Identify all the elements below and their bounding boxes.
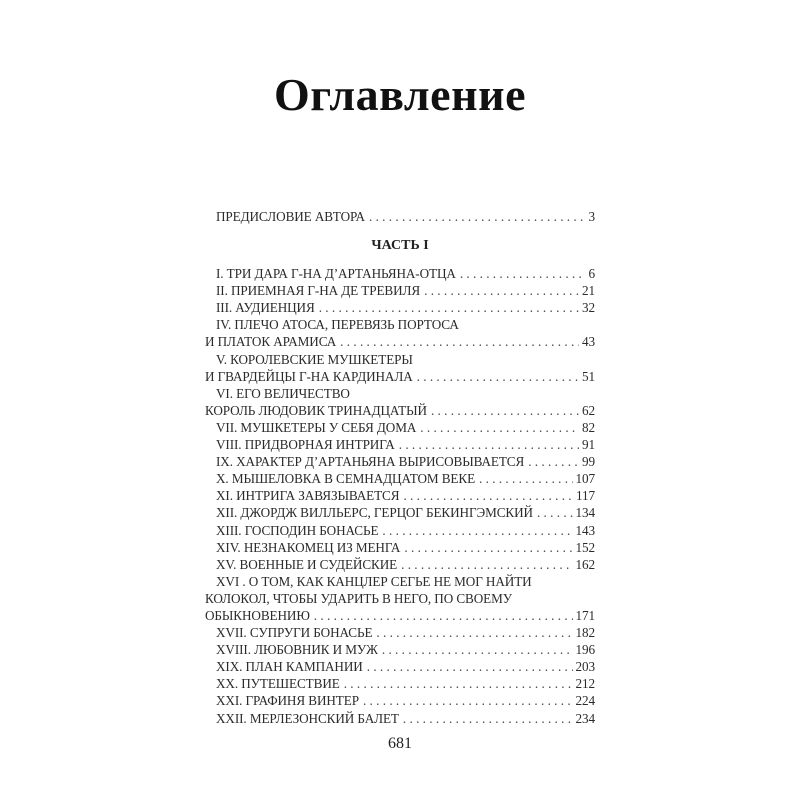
toc-entry-label: ОБЫКНОВЕНИЮ [205,607,310,623]
toc-entry[interactable] [205,402,595,419]
toc-entry-page: 107 [575,471,595,487]
dot-leader [319,299,579,316]
toc-entry-label: XXI. ГРАФИНЯ ВИНТЕР [216,693,359,709]
toc-entry-line[interactable] [205,573,595,590]
dot-leader [479,470,572,487]
toc-entry-label: VI. ЕГО ВЕЛИЧЕСТВО [216,385,350,401]
toc-entry-label: I. ТРИ ДАРА Г-НА Д’АРТАНЬЯНА-ОТЦА [216,266,456,282]
toc-entry-label: КОРОЛЬ ЛЮДОВИК ТРИНАДЦАТЫЙ [205,402,427,418]
part-heading: ЧАСТЬ I [371,238,429,254]
dot-leader [528,453,579,470]
toc-entry-label: XI. ИНТРИГА ЗАВЯЗЫВАЕТСЯ [216,488,400,504]
toc-entry[interactable] [205,504,595,521]
toc-entry-label: XIV. НЕЗНАКОМЕЦ ИЗ МЕНГА [216,539,401,555]
toc-entry-label: X. МЫШЕЛОВКА В СЕМНАДЦАТОМ ВЕКЕ [216,471,476,487]
toc-entry-label: VII. МУШКЕТЕРЫ У СЕБЯ ДОМА [216,419,417,435]
dot-leader [344,675,573,692]
toc-entry[interactable] [205,539,595,556]
dot-leader [417,368,579,385]
toc-entry-page: 62 [582,402,595,418]
toc-entry[interactable] [205,470,595,487]
toc-entry-page: 152 [575,539,595,555]
toc-entry[interactable] [205,624,595,641]
dot-leader [363,692,573,709]
toc-entry-line[interactable] [205,590,595,607]
toc-entry-page: 91 [582,437,595,453]
dot-leader [376,624,572,641]
toc-entry-page: 196 [575,642,595,658]
toc-entry[interactable] [205,675,595,692]
toc-entry-page: 182 [575,625,595,641]
toc-entry-page: 21 [582,283,595,299]
toc-entry[interactable] [205,692,595,709]
toc-entry-page: 32 [582,300,595,316]
table-of-contents [205,208,595,727]
toc-entry-page: 51 [582,368,595,384]
toc-entry-label: XXII. МЕРЛЕЗОНСКИЙ БАЛЕТ [216,710,399,726]
toc-entry-line[interactable] [205,385,595,402]
toc-entry[interactable] [205,299,595,316]
toc-entry[interactable] [205,282,595,299]
toc-entry-line[interactable] [205,316,595,333]
toc-entry[interactable] [205,487,595,504]
dot-leader [403,487,573,504]
dot-leader [382,522,572,539]
toc-entry[interactable] [205,641,595,658]
toc-entry-label: И ПЛАТОК АРАМИСА [205,334,337,350]
toc-entry-label: II. ПРИЕМНАЯ Г-НА ДЕ ТРЕВИЛЯ [216,283,421,299]
dot-leader [537,504,573,521]
toc-entry-label: XII. ДЖОРДЖ ВИЛЛЬЕРС, ГЕРЦОГ БЕКИНГЭМСКИЙ [216,505,533,521]
dot-leader [369,208,586,225]
dot-leader [401,556,572,573]
dot-leader [420,419,579,436]
toc-entry-page: 203 [575,659,595,675]
dot-leader [367,658,573,675]
toc-entry[interactable] [205,453,595,470]
toc-entries [205,265,595,727]
toc-entry[interactable] [205,522,595,539]
page-number: 681 [388,735,412,752]
toc-entry-label: ПРЕДИСЛОВИЕ АВТОРА [216,209,365,224]
toc-entry-label: КОЛОКОЛ, ЧТОБЫ УДАРИТЬ В НЕГО, ПО СВОЕМУ [205,590,512,606]
toc-entry-label: III. АУДИЕНЦИЯ [216,300,315,316]
dot-leader [404,539,572,556]
dot-leader [340,333,579,350]
toc-entry-page: 3 [588,209,595,224]
page-title: Оглавление [273,69,527,120]
toc-entry-page: 134 [575,505,595,521]
toc-entry-page: 224 [575,693,595,709]
toc-entry[interactable] [205,556,595,573]
toc-entry-label: V. КОРОЛЕВСКИЕ МУШКЕТЕРЫ [216,351,413,367]
toc-entry[interactable] [205,607,595,624]
toc-entry-page: 43 [582,334,595,350]
dot-leader [314,607,573,624]
toc-entry-page: 212 [575,676,595,692]
toc-entry-line[interactable] [205,351,595,368]
dot-leader [382,641,573,658]
toc-entry[interactable] [205,710,595,727]
dot-leader [399,436,579,453]
toc-entry-label: XIII. ГОСПОДИН БОНАСЬЕ [216,522,379,538]
toc-entry-page: 99 [582,454,595,470]
toc-entry-label: И ГВАРДЕЙЦЫ Г-НА КАРДИНАЛА [205,368,413,384]
toc-entry-label: IV. ПЛЕЧО АТОСА, ПЕРЕВЯЗЬ ПОРТОСА [216,317,459,333]
toc-entry-label: XVII. СУПРУГИ БОНАСЬЕ [216,625,373,641]
dot-leader [403,710,573,727]
toc-entry-label: XX. ПУТЕШЕСТВИЕ [216,676,340,692]
toc-entry-page: 143 [575,522,595,538]
toc-entry-label: VIII. ПРИДВОРНАЯ ИНТРИГА [216,437,395,453]
toc-entry-page: 162 [575,556,595,572]
dot-leader [460,265,586,282]
toc-entry[interactable] [205,436,595,453]
toc-entry-label: IX. ХАРАКТЕР Д’АРТАНЬЯНА ВЫРИСОВЫВАЕТСЯ [216,454,525,470]
toc-entry-page: 234 [575,710,595,726]
toc-entry[interactable] [205,419,595,436]
toc-entry[interactable] [205,333,595,350]
toc-entry-preface[interactable] [205,208,595,225]
toc-entry-page: 6 [588,266,595,282]
dot-leader [424,282,579,299]
toc-entry[interactable] [205,658,595,675]
dot-leader [431,402,579,419]
toc-entry-page: 171 [575,607,595,623]
toc-entry-page: 82 [582,419,595,435]
toc-entry-label: XIX. ПЛАН КАМПАНИИ [216,659,363,675]
toc-entry-label: XVI . О ТОМ, КАК КАНЦЛЕР СЕГЬЕ НЕ МОГ НАЙТИ [216,573,532,589]
toc-entry[interactable] [205,368,595,385]
toc-entry-label: XVIII. ЛЮБОВНИК И МУЖ [216,642,378,658]
toc-entry-label: XV. ВОЕННЫЕ И СУДЕЙСКИЕ [216,556,398,572]
toc-entry[interactable] [205,265,595,282]
toc-entry-page: 117 [576,488,595,504]
